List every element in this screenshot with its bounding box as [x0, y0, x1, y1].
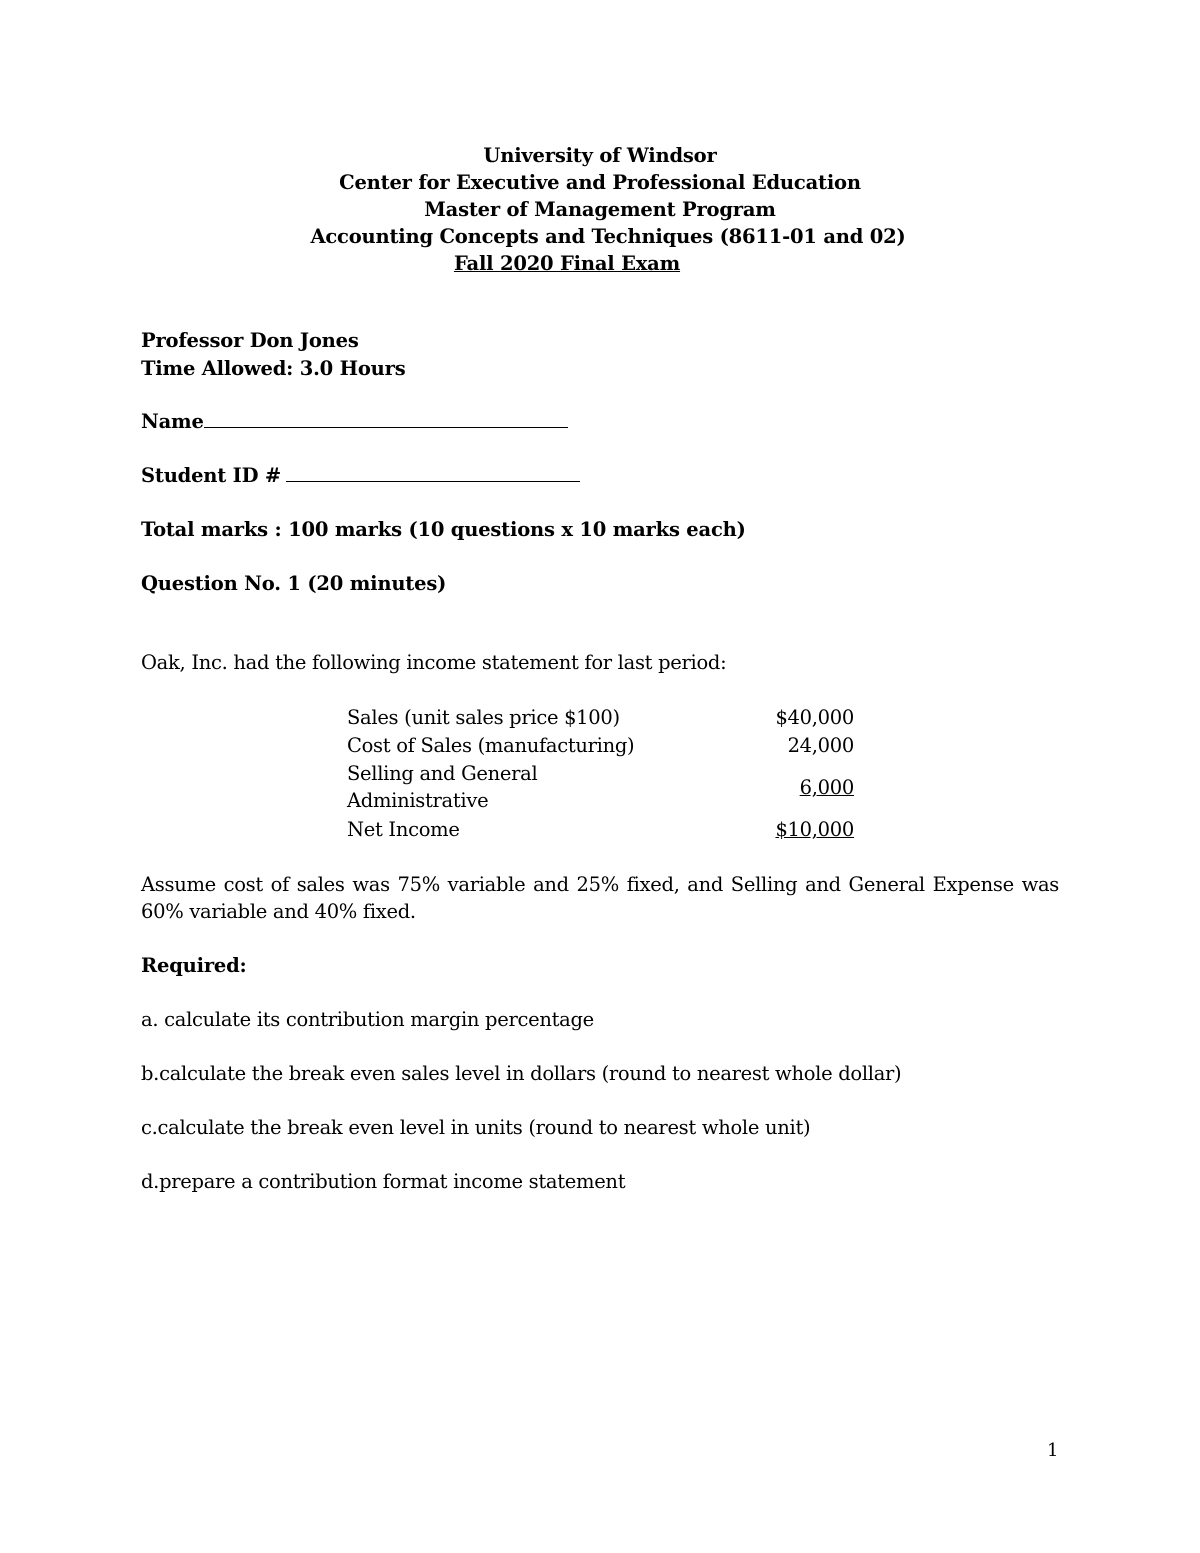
student-id-label: Student ID #	[141, 464, 282, 487]
header-university: University of Windsor	[483, 144, 717, 167]
header-center: Center for Executive and Professional Education	[339, 171, 861, 194]
required-label: Required:	[141, 954, 247, 977]
page-number: 1	[1047, 1440, 1059, 1461]
required-item-b: b.calculate the break even sales level in dollars (round to nearest whole dollar)	[141, 1062, 902, 1085]
statement-selling-label-line1: Selling and General	[347, 762, 538, 785]
header-course: Accounting Concepts and Techniques (8611-01 and 02)	[310, 225, 906, 248]
name-field-row	[141, 410, 568, 433]
student-id-blank-line	[286, 465, 580, 482]
professor-line: Professor Don Jones	[141, 329, 359, 352]
name-label: Name	[141, 410, 204, 433]
total-marks-line: Total marks : 100 marks (10 questions x 10 marks each)	[141, 518, 746, 541]
statement-cost-of-sales-label: Cost of Sales (manufacturing)	[347, 734, 635, 757]
statement-cost-of-sales-amount: 24,000	[787, 734, 854, 757]
header-exam-title: Fall 2020 Final Exam	[453, 252, 681, 275]
statement-net-income-amount-value: $10,000	[775, 818, 854, 841]
required-item-a: a. calculate its contribution margin percentage	[141, 1008, 594, 1031]
name-blank-line	[204, 411, 568, 428]
statement-net-income-amount	[714, 818, 854, 841]
required-item-c: c.calculate the break even level in units (round to nearest whole unit)	[141, 1116, 811, 1139]
question-1-title: Question No. 1 (20 minutes)	[141, 572, 447, 595]
statement-sales-amount: $40,000	[775, 706, 854, 729]
statement-selling-amount-value: 6,000	[799, 776, 854, 799]
statement-sales-label: Sales (unit sales price $100)	[347, 706, 620, 729]
required-item-d: d.prepare a contribution format income statement	[141, 1170, 626, 1193]
statement-selling-amount	[714, 776, 854, 799]
statement-net-income-label: Net Income	[347, 818, 460, 841]
assumption-paragraph: Assume cost of sales was 75% variable and 25% fixed, and Selling and General Expense was 60% variable and 40% fixed.	[141, 873, 1059, 923]
student-id-field-row	[141, 464, 580, 487]
time-allowed-line: Time Allowed: 3.0 Hours	[141, 357, 406, 380]
statement-selling-label-line2: Administrative	[347, 789, 489, 812]
question-1-intro: Oak, Inc. had the following income statement for last period:	[141, 651, 727, 674]
header-program: Master of Management Program	[424, 198, 776, 221]
